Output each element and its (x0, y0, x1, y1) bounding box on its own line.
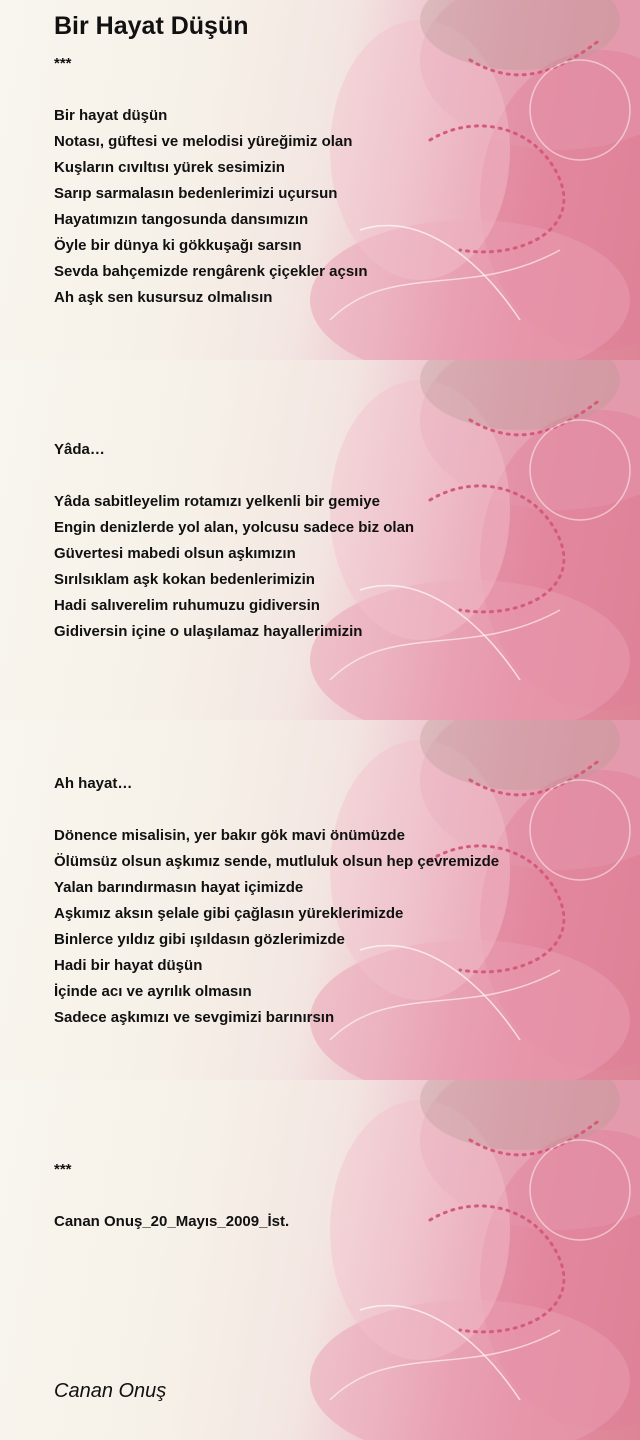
floral-decoration (0, 360, 640, 720)
poem-line: Engin denizlerde yol alan, yolcusu sadece biz olan (54, 519, 415, 536)
poem-line: Ah hayat… (54, 775, 133, 792)
poem-line: Kuşların cıvıltısı yürek sesimizin (54, 159, 285, 176)
poem-line: Hadi bir hayat düşün (54, 957, 203, 974)
poem-line: İçinde acı ve ayrılık olmasın (54, 983, 252, 1000)
poem-line: Binlerce yıldız gibi ışıldasın gözlerimizde (54, 931, 345, 948)
poem-line: Gidiversin içine o ulaşılamaz hayallerimizin (54, 623, 363, 640)
poem-line: Yâda… (54, 441, 105, 458)
floral-background-tile (0, 360, 640, 720)
poem-line: Dönence misalisin, yer bakır gök mavi önümüzde (54, 827, 405, 844)
poem-line: Sırılsıklam aşk kokan bedenlerimizin (54, 571, 315, 588)
poem-line: Ölümsüz olsun aşkımız sende, mutluluk olsun hep çevremizde (54, 853, 500, 870)
poem-line: Ah aşk sen kusursuz olmalısın (54, 289, 273, 306)
poem-line: Güvertesi mabedi olsun aşkımızın (54, 545, 296, 562)
poem-line: Sarıp sarmalasın bedenlerimizi uçursun (54, 185, 338, 202)
author-signature: Canan Onuş (54, 1380, 167, 1402)
poem-line: Sevda bahçemizde rengârenk çiçekler açsın (54, 263, 368, 280)
poem-dedication: Canan Onuş_20_Mayıs_2009_İst. (54, 1213, 290, 1230)
poem-line: Notası, güftesi ve melodisi yüreğimiz olan (54, 133, 353, 150)
poem-line: Bir hayat düşün (54, 107, 168, 124)
poem-line: *** (54, 55, 72, 72)
poem-line: Aşkımız aksın şelale gibi çağlasın yüreklerimizde (54, 905, 404, 922)
poem-line: Sadece aşkımızı ve sevgimizi barınırsın (54, 1009, 335, 1026)
poem-line: Hayatımızın tangosunda dansımızın (54, 211, 309, 228)
poem-line: *** (54, 1161, 72, 1178)
poem-line: Öyle bir dünya ki gökkuşağı sarsın (54, 237, 302, 254)
poem-line: Yâda sabitleyelim rotamızı yelkenli bir gemiye (54, 493, 380, 510)
poem-title: Bir Hayat Düşün (54, 12, 249, 40)
poem-line: Yalan barındırmasın hayat içimizde (54, 879, 304, 896)
poem-line: Hadi salıverelim ruhumuzu gidiversin (54, 597, 320, 614)
